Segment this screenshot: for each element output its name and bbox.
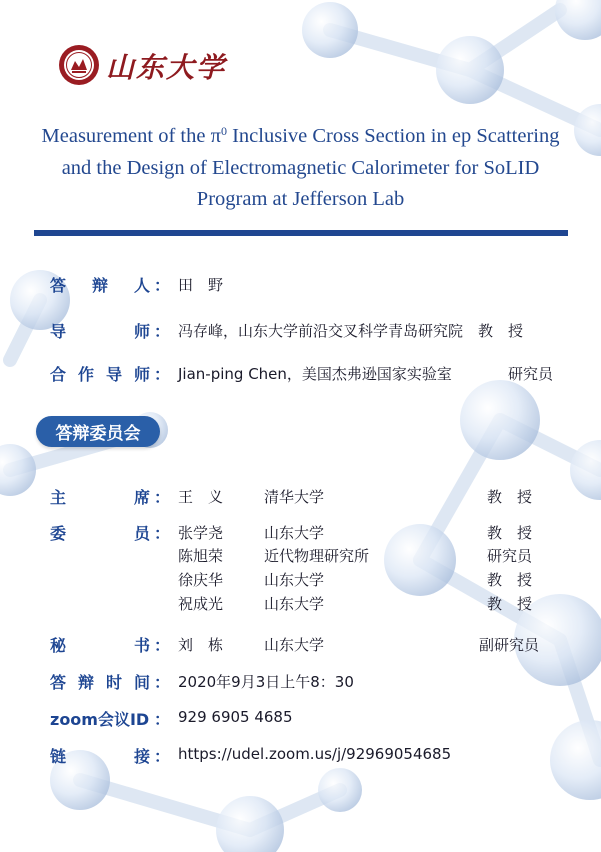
member-affiliation: 山东大学 — [264, 524, 325, 542]
colon: ： — [154, 636, 171, 655]
zoom-link[interactable]: https://udel.zoom.us/j/92969054685 — [178, 745, 452, 763]
colon: ： — [154, 322, 171, 341]
zoom-id-label: zoom会议ID — [50, 710, 150, 729]
defense-time-label: 答 辩 时 间 — [50, 673, 150, 692]
member-affiliation: 近代物理研究所 — [264, 547, 370, 565]
zoom-id-value: 929 6905 4685 — [178, 708, 293, 726]
colon: ： — [154, 276, 171, 295]
defense-time-value: 2020年9月3日上午8：30 — [178, 673, 354, 691]
chair-name: 王 义 — [178, 488, 224, 506]
chair-affiliation: 清华大学 — [264, 488, 325, 506]
member-title: 研究员 — [487, 547, 533, 565]
committee-heading-badge: 答辩委员会 — [36, 416, 160, 447]
defendant-name: 田 野 — [178, 276, 224, 294]
title-divider — [34, 230, 568, 236]
chair-title: 教 授 — [487, 488, 533, 506]
advisor-label: 导 师 — [50, 322, 150, 341]
advisor-value: 冯存峰，山东大学前沿交叉科学青岛研究院 教 授 — [178, 322, 524, 340]
colon: ： — [154, 710, 171, 729]
member-name: 陈旭荣 — [178, 547, 224, 565]
colon: ： — [154, 365, 171, 384]
title-line-1: Measurement of the $\pi^0$ Inclusive Cross Section in ep Scattering — [41, 124, 560, 147]
defendant-label: 答 辩 人 — [50, 276, 150, 295]
thesis-title — [20, 116, 581, 216]
member-affiliation: 山东大学 — [264, 571, 325, 589]
link-label: 链 接 — [50, 747, 150, 766]
member-name: 张学尧 — [178, 524, 224, 542]
colon: ： — [154, 673, 171, 692]
co-advisor-value: Jian-ping Chen，美国杰弗逊国家实验室 — [178, 365, 452, 383]
secretary-affiliation: 山东大学 — [264, 636, 325, 654]
colon: ： — [154, 747, 171, 766]
colon: ： — [154, 488, 171, 507]
member-name: 祝成光 — [178, 595, 224, 613]
chair-label: 主 席 — [50, 488, 150, 507]
secretary-title: 副研究员 — [479, 636, 540, 654]
secretary-label: 秘 书 — [50, 636, 150, 655]
title-line-3: Program at Jefferson Lab — [196, 188, 405, 210]
secretary-name: 刘 栋 — [178, 636, 224, 654]
title-line-2: and the Design of Electromagnetic Calorimeter for SoLID — [61, 156, 540, 179]
co-advisor-title: 研究员 — [508, 365, 554, 383]
university-name-logo: 山东大学 — [106, 51, 227, 84]
member-title: 教 授 — [487, 524, 533, 542]
member-name: 徐庆华 — [178, 571, 224, 589]
co-advisor-label: 合 作 导 师 — [50, 365, 150, 384]
member-affiliation: 山东大学 — [264, 595, 325, 613]
university-seal-logo — [58, 44, 100, 86]
member-title: 教 授 — [487, 595, 533, 613]
colon: ： — [154, 524, 171, 543]
members-label: 委 员 — [50, 524, 150, 543]
member-title: 教 授 — [487, 571, 533, 589]
